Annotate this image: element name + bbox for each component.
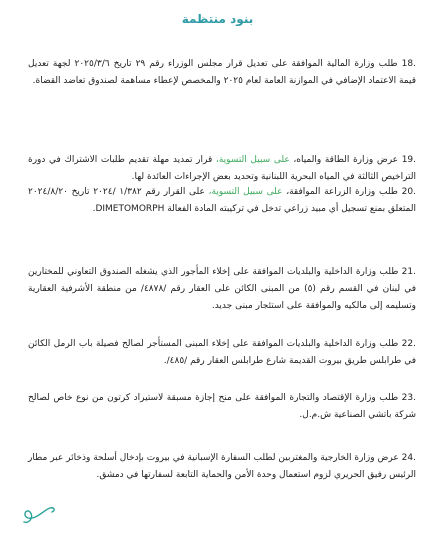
agenda-item-24 (28, 450, 416, 484)
item-number: 20. (401, 187, 416, 197)
item-text: طلب وزارة المالية الموافقة على تعديل قرار مجلس الوزراء رقم ٢٩ تاريخ ٢٠٢٥/٣/٦ لجهة تعديل قيمة الاعتماد الإضافي في الموازنة العامة لعام ٢٠٢٥ والمخصص لإعطاء مساهمة لصندوق تعاضد القضاة. (28, 59, 416, 86)
item-number: 24. (401, 453, 416, 463)
signature-mark (20, 502, 60, 528)
item-text-start: عرض وزارة الطاقة والمياه، (289, 155, 399, 165)
agenda-item-18 (28, 56, 416, 90)
item-text: طلب وزارة الداخلية والبلديات الموافقة على إخلاء المأجور الذي يشغله الصندوق التعاوني للمختارين في لبنان في القسم رقم (٥) من المبنى الكائن على العقار رقم /٤٨٧٨/ من منطقة الأشرفية العقارية وتسليمه إلى مالكيه والموافقة على استئجار مبنى جديد. (28, 267, 416, 311)
item-number: 23. (401, 393, 416, 403)
item-number: 19. (401, 155, 417, 165)
item-text-end: قرار تمديد مهلة تقديم طلبات الاشتراك في دورة التراخيص الثالثة في المياه البحرية اللبنانية وتحديد بعض الإجراءات العائدة لها. (28, 155, 416, 182)
settlement-highlight: على سبيل التسوية، (215, 155, 290, 165)
item-text-start: طلب وزارة الزراعة الموافقة، (282, 187, 398, 197)
item-number: 22. (401, 339, 416, 349)
item-text-end: على القرار رقم ١/٣٨٢ /٢٠٢٤ تاريخ ٢٠٢٤/٨/٢٠ المتعلق بمنع تسجيل أي مبيد زراعي تدخل في تركيبته المادة الفعالة DIMETOMORPH. (28, 187, 416, 214)
item-text: عرض وزارة الخارجية والمغتربين لطلب السفارة الإسبانية في بيروت بإدخال أسلحة وذخائر عبر مطار الرئيس رفيق الحريري لزوم استعمال وحدة الأمن والحماية التابعة لسفارتها في دمشق. (28, 453, 416, 480)
agenda-item-23 (28, 390, 416, 424)
item-number: 21. (401, 267, 416, 277)
settlement-highlight: على سبيل التسوية، (208, 187, 283, 197)
agenda-item-22 (28, 336, 416, 370)
agenda-item-21 (28, 264, 416, 315)
item-text: طلب وزارة الداخلية والبلديات الموافقة على إخلاء المبنى المستأجر لصالح فصيلة باب الرمل الكائن في طرابلس طريق بيروت القديمة شارع طرابلس العقار رقم /٤٨٥/. (28, 339, 416, 366)
agenda-item-20 (28, 184, 416, 218)
item-number: 18. (401, 59, 416, 69)
item-text: طلب وزارة الإقتصاد والتجارة الموافقة على منح إجازة مسبقة لاستيراد كرتون من نوع خاص لصالح شركة باتشي الصناعية ش.م.ل. (28, 393, 416, 420)
page-title: بنود منتظمة (181, 12, 254, 26)
agenda-item-19 (28, 152, 416, 186)
